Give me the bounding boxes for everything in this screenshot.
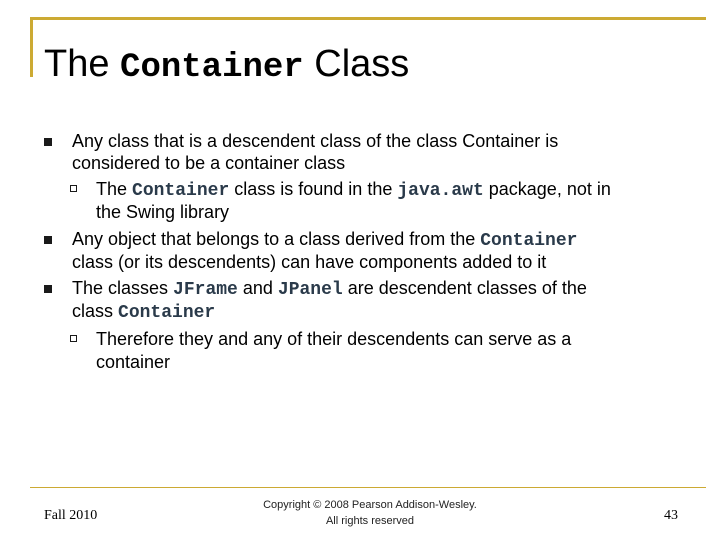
text-span: The classes	[72, 278, 174, 298]
bullet-1-line-2: considered to be a container class	[72, 153, 346, 173]
title-code: Container	[120, 49, 304, 87]
bullet-2-line-1	[72, 228, 672, 253]
bullet-2-line-2: class (or its descendents) can have components added to it	[72, 252, 547, 272]
text-span: package, not in	[483, 179, 611, 199]
slide-title	[44, 42, 409, 90]
bullet-1-line-1: Any class that is a descendent class of the class Container is	[72, 131, 559, 151]
title-suffix: Class	[303, 43, 410, 85]
frame-bottom-rule	[30, 487, 706, 488]
text-span: Any object that belongs to a class derived from the	[72, 229, 481, 249]
text-span: and	[237, 278, 278, 298]
code-span: Container	[480, 231, 578, 251]
copyright-line-2: All rights reserved	[325, 515, 415, 527]
hollow-square-bullet-icon	[70, 335, 77, 342]
footer-date: Fall 2010	[44, 508, 98, 523]
frame-left-rule	[30, 17, 33, 77]
hollow-square-bullet-icon	[70, 185, 77, 192]
code-span: JPanel	[277, 280, 343, 300]
square-bullet-icon	[44, 236, 52, 244]
text-span: class	[72, 301, 119, 321]
bullet-1-sub-1-line-1	[96, 178, 676, 203]
bullet-3-sub-1-line-2: container	[96, 352, 171, 372]
code-span: java.awt	[397, 181, 484, 201]
text-span: The	[96, 179, 133, 199]
bullet-1-sub-1-line-2: the Swing library	[96, 202, 230, 222]
text-span: class is found in the	[229, 179, 398, 199]
square-bullet-icon	[44, 138, 52, 146]
title-prefix: The	[44, 43, 121, 85]
page-number: 43	[664, 508, 678, 523]
bullet-3-sub-1-line-1: Therefore they and any of their descendents can serve as a	[96, 329, 572, 349]
text-span: are descendent classes of the	[342, 278, 587, 298]
copyright-line-1: Copyright © 2008 Pearson Addison-Wesley.	[263, 499, 477, 511]
bullet-3-line-2	[72, 300, 672, 325]
square-bullet-icon	[44, 285, 52, 293]
frame-top-rule	[30, 17, 706, 20]
code-span: Container	[132, 181, 230, 201]
code-span: Container	[118, 303, 216, 323]
footer-copyright	[250, 497, 490, 529]
bullet-3-line-1	[72, 277, 672, 302]
code-span: JFrame	[173, 280, 238, 300]
